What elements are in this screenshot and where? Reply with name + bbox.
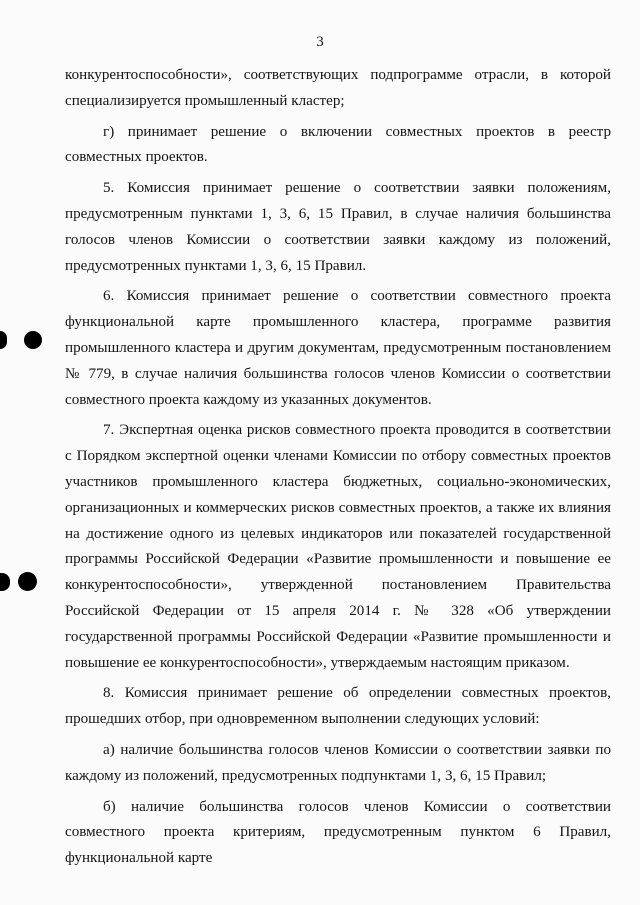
paragraph: б) наличие большинства голосов членов Комиссии о соответствии совместного проекта критериям, предусмотренным пунктом 6 Правил, функциональной карте [65, 798, 611, 867]
paragraph: 6. Комиссия принимает решение о соответствии совместного проекта функциональной карте промышленного кластера, программе развития промышленного кластера и другим документам, предусмотренным постановлением № 779, в случае наличия большинства голосов членов Комиссии о соответствии совместного проекта каждому из указанных документов. [65, 288, 611, 408]
paragraph: г) принимает решение о включении совместных проектов в реестр совместных проектов. [65, 123, 611, 166]
page-number: 3 [316, 34, 324, 50]
paragraph: а) наличие большинства голосов членов Комиссии о соответствии заявки по каждому из положений, предусмотренных подпунктами 1, 3, 6, 15 Правил; [65, 741, 611, 784]
document-body [65, 63, 611, 877]
paragraph: 5. Комиссия принимает решение о соответствии заявки положениям, предусмотренным пунктами 1, 3, 6, 15 Правил, в случае наличия большинства голосов членов Комиссии о соответствии заявки каждому из положений, предусмотренных пунктами 1, 3, 6, 15 Правил. [65, 180, 611, 274]
paragraph: 8. Комиссия принимает решение об определении совместных проектов, прошедших отбор, при одновременном выполнении следующих условий: [65, 685, 611, 728]
punch-hole-edge [0, 331, 7, 349]
punch-hole [18, 572, 37, 591]
paragraph: 7. Экспертная оценка рисков совместного проекта проводится в соответствии с Порядком экспертной оценки членами Комиссии по отбору совместных проектов участников промышленного кластера бюджетных, социально-экономических, организационных и коммерческих рисков совместных проектов, а также их влияния на достижение одного из целевых индикаторов или показателей государственной программы Российской Федерации «Развитие промышленности и повышение ее конкурентоспособности», утвержденной постановлением Правительства Российской Федерации от 15 апреля 2014 г. № 328 «Об утверждении государственной программы Российской Федерации «Развитие промышленности и повышение ее конкурентоспособности», утверждаемым настоящим приказом. [65, 422, 611, 671]
punch-hole-edge [0, 573, 10, 591]
punch-hole [24, 331, 42, 349]
paragraph: конкурентоспособности», соответствующих подпрограмме отрасли, в которой специализируется промышленный кластер; [65, 67, 611, 109]
